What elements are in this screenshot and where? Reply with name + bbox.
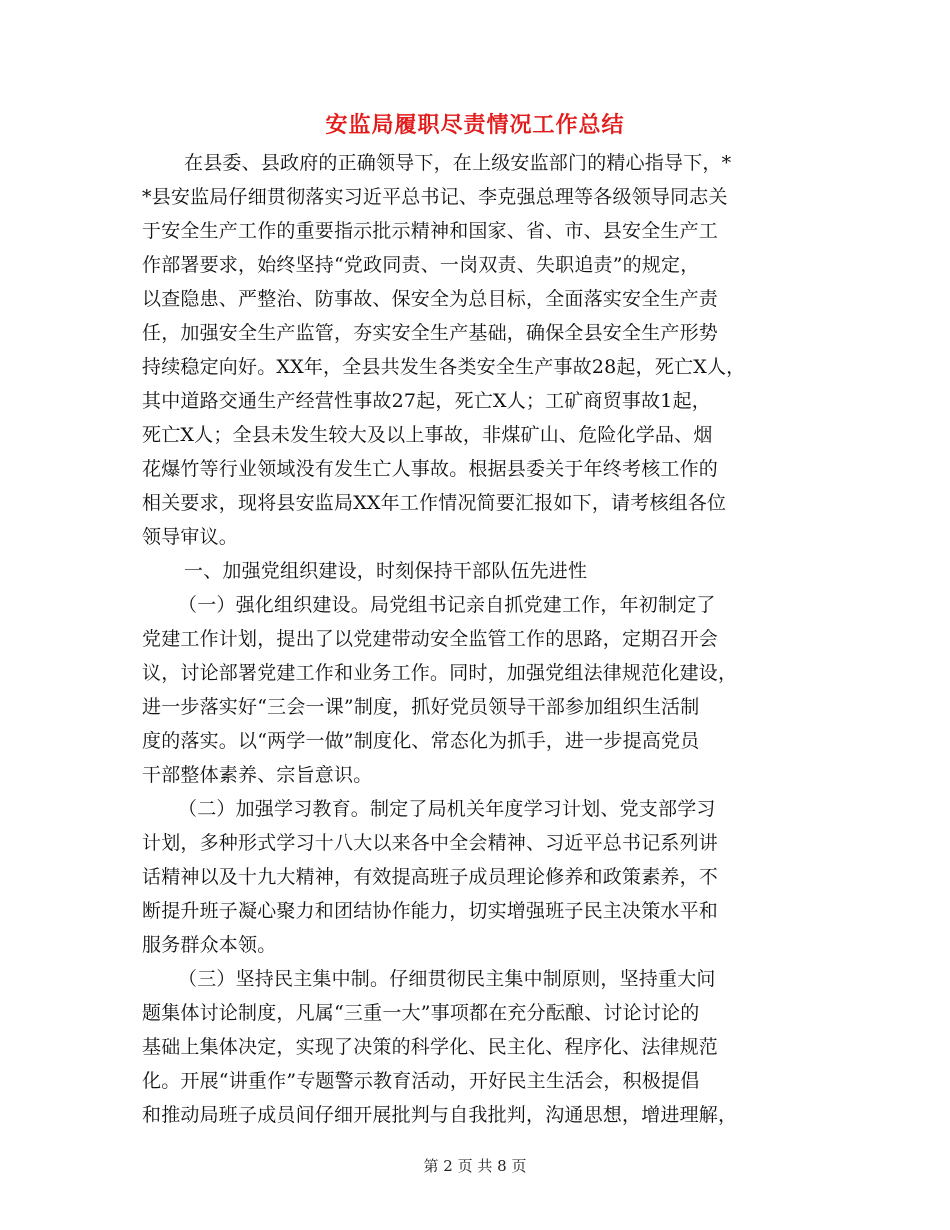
paragraph-line: 干部整体素养、宗旨意识。 xyxy=(142,764,373,786)
paragraph-line: 持续稳定向好。XX年，全县共发生各类安全生产事故28起，死亡X人， xyxy=(142,356,746,378)
section-heading: 一、加强党组织建设，时刻保持干部队伍先进性 xyxy=(184,560,588,582)
page-footer: 第 2 页 共 8 页 xyxy=(423,1157,527,1175)
document-title: 安监局履职尽责情况工作总结 xyxy=(325,112,625,138)
paragraph-line: 花爆竹等行业领域没有发生亡人事故。根据县委关于年终考核工作的 xyxy=(142,458,719,480)
paragraph-line: 服务群众本领。 xyxy=(142,934,277,956)
paragraph-line: 和推动局班子成员间仔细开展批判与自我批判，沟通思想，增进理解， xyxy=(142,1104,738,1126)
subsection-line: （三）坚持民主集中制。仔细贯彻民主集中制原则，坚持重大问 xyxy=(178,968,716,990)
paragraph-line: 相关要求，现将县安监局XX年工作情况简要汇报如下，请考核组各位 xyxy=(142,492,727,514)
paragraph-line: 其中道路交通生产经营性事故27起，死亡X人；工矿商贸事故1起， xyxy=(142,390,711,412)
paragraph-line: 题集体讨论制度，凡属“三重一大”事项都在充分酝酿、讨论讨论的 xyxy=(142,1002,700,1024)
paragraph-line: 议，讨论部署党建工作和业务工作。同时，加强党组法律规范化建设， xyxy=(142,662,738,684)
paragraph-line: 死亡X人；全县未发生较大及以上事故，非煤矿山、危险化学品、烟 xyxy=(142,424,713,446)
paragraph-line: 计划，多种形式学习十八大以来各中全会精神、习近平总书记系列讲 xyxy=(142,832,719,854)
paragraph-line: 任，加强安全生产监管，夯实安全生产基础，确保全县安全生产形势 xyxy=(142,322,719,344)
paragraph-line: 话精神以及十九大精神，有效提高班子成员理论修养和政策素养，不 xyxy=(142,866,719,888)
paragraph-line: 基础上集体决定，实现了决策的科学化、民主化、程序化、法律规范 xyxy=(142,1036,719,1058)
paragraph-line: 以查隐患、严整治、防事故、保安全为总目标，全面落实安全生产责 xyxy=(142,288,719,310)
subsection-line: （二）加强学习教育。制定了局机关年度学习计划、党支部学习 xyxy=(178,798,716,820)
paragraph-line: 作部署要求，始终坚持“党政同责、一岗双责、失职追责”的规定， xyxy=(142,254,700,276)
paragraph-line: 党建工作计划，提出了以党建带动安全监管工作的思路，定期召开会 xyxy=(142,628,719,650)
paragraph-line: 在县委、县政府的正确领导下，在上级安监部门的精心指导下，* xyxy=(184,152,732,174)
paragraph-line: 于安全生产工作的重要指示批示精神和国家、省、市、县安全生产工 xyxy=(142,220,719,242)
paragraph-line: *县安监局仔细贯彻落实习近平总书记、李克强总理等各级领导同志关 xyxy=(142,186,728,208)
document-body xyxy=(142,146,814,1132)
subsection-line: （一）强化组织建设。局党组书记亲自抓党建工作，年初制定了 xyxy=(178,594,716,616)
paragraph-line: 进一步落实好“三会一课”制度，抓好党员领导干部参加组织生活制 xyxy=(142,696,700,718)
paragraph-line: 化。开展“讲重作”专题警示教育活动，开好民主生活会，积极提倡 xyxy=(142,1070,700,1092)
paragraph-line: 领导审议。 xyxy=(142,526,239,548)
paragraph-line: 度的落实。以“两学一做”制度化、常态化为抓手，进一步提高党员 xyxy=(142,730,700,752)
paragraph-line: 断提升班子凝心聚力和团结协作能力，切实增强班子民主决策水平和 xyxy=(142,900,719,922)
